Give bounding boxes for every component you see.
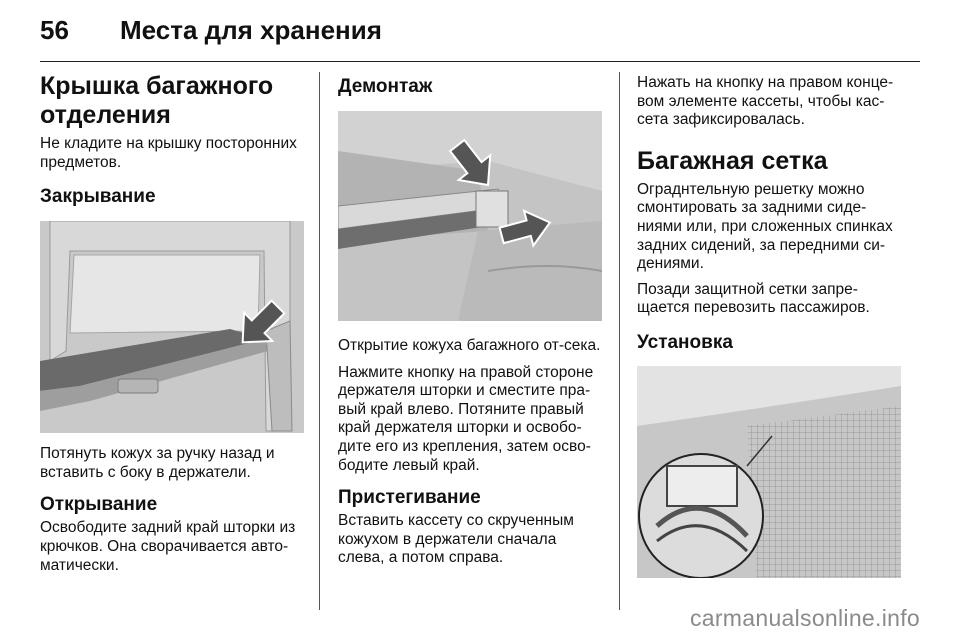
column-1 [40,72,304,575]
attach-text: Вставить кассету со скрученным кожухом в держатели сначала слева, а потом справа. [338,512,574,567]
closing-caption: Потянуть кожух за ручку назад и вставить с боку в держатели. [40,445,275,481]
running-title: Места для хранения [120,14,382,45]
closing-heading: Закрывание [40,186,156,208]
opening-heading: Открывание [40,494,158,516]
removal-illustration [338,111,602,321]
attach-heading: Пристегивание [338,487,481,509]
section-title-net: Багажная сетка [637,146,828,175]
column-divider-2 [619,72,620,610]
column-2 [338,72,604,568]
removal-text: Нажмите кнопку на правой стороне держателя шторки и сместите пра-вый край влево. Потяните правый край держателя шторки и освобо-дите его из крепления, затем осво-бодите левый край. [338,363,594,474]
cover-intro-text: Не кладите на крышку посторонних предметов. [40,135,297,171]
install-illustration [637,366,901,578]
section-title-cover: Крышка багажного отделения [40,72,274,129]
closing-illustration [40,221,304,433]
header-divider [40,61,920,62]
net-text-2: Позади защитной сетки запре-щается перевозить пассажиров. [637,280,870,317]
removal-heading: Демонтаж [338,76,433,97]
column-3 [637,74,909,578]
column-divider-1 [319,72,320,610]
install-heading: Установка [637,331,733,353]
watermark: carmanualsonline.info [689,605,920,631]
page-number: 56 [40,14,69,45]
press-button-text: Нажать на кнопку на правом конце-вом элементе кассеты, чтобы кас-сета зафиксировалась. [637,74,894,129]
page-header [40,10,920,50]
removal-caption: Открытие кожуха багажного от-сека. [338,337,601,354]
net-text-1: Ограднтельную решетку можно смонтировать за задними сиде-ниями или, при сложенных спинках задних сидений, за передними си-дениями. [637,180,893,273]
opening-text: Освободите задний край шторки из крючков. Она сворачивается авто-матически. [40,519,296,574]
